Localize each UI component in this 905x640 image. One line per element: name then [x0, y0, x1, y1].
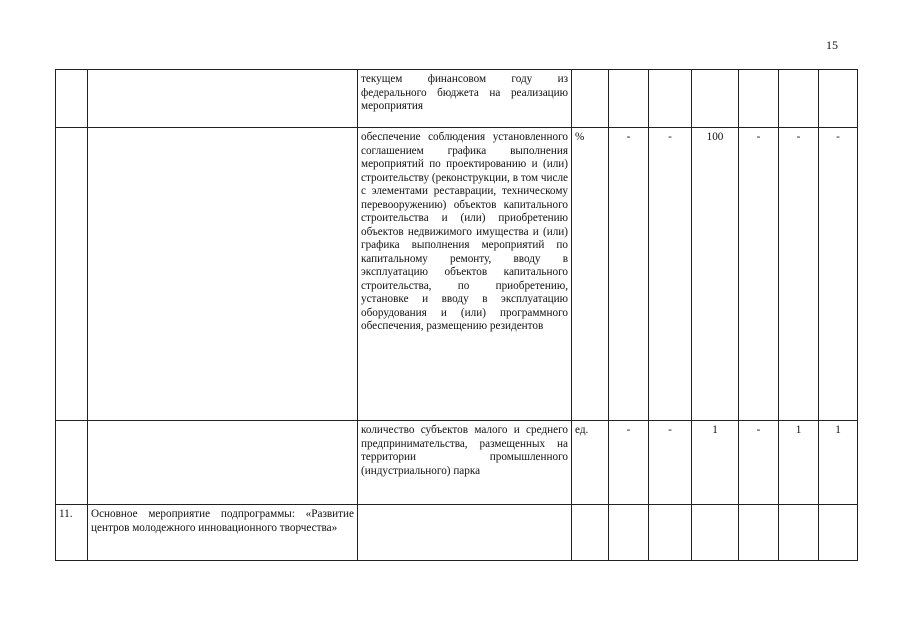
row-index-cell [56, 421, 88, 505]
unit-cell: ед. [572, 421, 609, 505]
value-cell: - [779, 128, 819, 421]
event-cell [88, 421, 358, 505]
row-index-cell [56, 128, 88, 421]
value-cell: 1 [779, 421, 819, 505]
value-cell: - [609, 128, 649, 421]
event-cell [88, 128, 358, 421]
value-cell [819, 505, 858, 561]
table-row [56, 421, 858, 505]
value-cell [692, 505, 739, 561]
value-cell [692, 70, 739, 128]
value-cell [649, 505, 692, 561]
event-cell [88, 70, 358, 128]
table-row [56, 70, 858, 128]
value-cell [779, 70, 819, 128]
program-indicators-table [55, 69, 858, 561]
indicator-cell [358, 505, 572, 561]
unit-cell: % [572, 128, 609, 421]
unit-cell [572, 505, 609, 561]
value-cell [609, 505, 649, 561]
value-cell [739, 70, 779, 128]
value-cell [609, 70, 649, 128]
page-number: 15 [826, 38, 838, 52]
indicator-cell: количество субъектов малого и среднего предпринимательства, размещенных на территории промышленного (индустриального) парка [358, 421, 572, 505]
row-index-cell [56, 70, 88, 128]
value-cell [739, 505, 779, 561]
table-row [56, 505, 858, 561]
value-cell: - [649, 128, 692, 421]
value-cell: - [649, 421, 692, 505]
table-row [56, 128, 858, 421]
value-cell: - [739, 421, 779, 505]
value-cell: - [609, 421, 649, 505]
value-cell: - [739, 128, 779, 421]
event-cell: Основное мероприятие подпрограммы: «Развитие центров молодежного инновационного творчества» [88, 505, 358, 561]
unit-cell [572, 70, 609, 128]
value-cell: 100 [692, 128, 739, 421]
value-cell: 1 [819, 421, 858, 505]
indicator-cell: обеспечение соблюдения установленного соглашением графика выполнения мероприятий по проектированию и (или) строительству (реконструкции, в том числе с элементами реставрации, техническому перевооружению) объектов капитального строительства и (или) приобретению объектов недвижимого имущества и (или) графика выполнения мероприятий по капитальному ремонту, вводу в эксплуатацию объектов капитального строительства, по приобретению, установке и вводу в эксплуатацию оборудования и (или) программного обеспечения, размещению резидентов [358, 128, 572, 421]
value-cell [649, 70, 692, 128]
row-index-cell: 11. [56, 505, 88, 561]
indicator-cell: текущем финансовом году из федерального бюджета на реализацию мероприятия [358, 70, 572, 128]
value-cell [819, 70, 858, 128]
value-cell [779, 505, 819, 561]
value-cell: 1 [692, 421, 739, 505]
value-cell: - [819, 128, 858, 421]
